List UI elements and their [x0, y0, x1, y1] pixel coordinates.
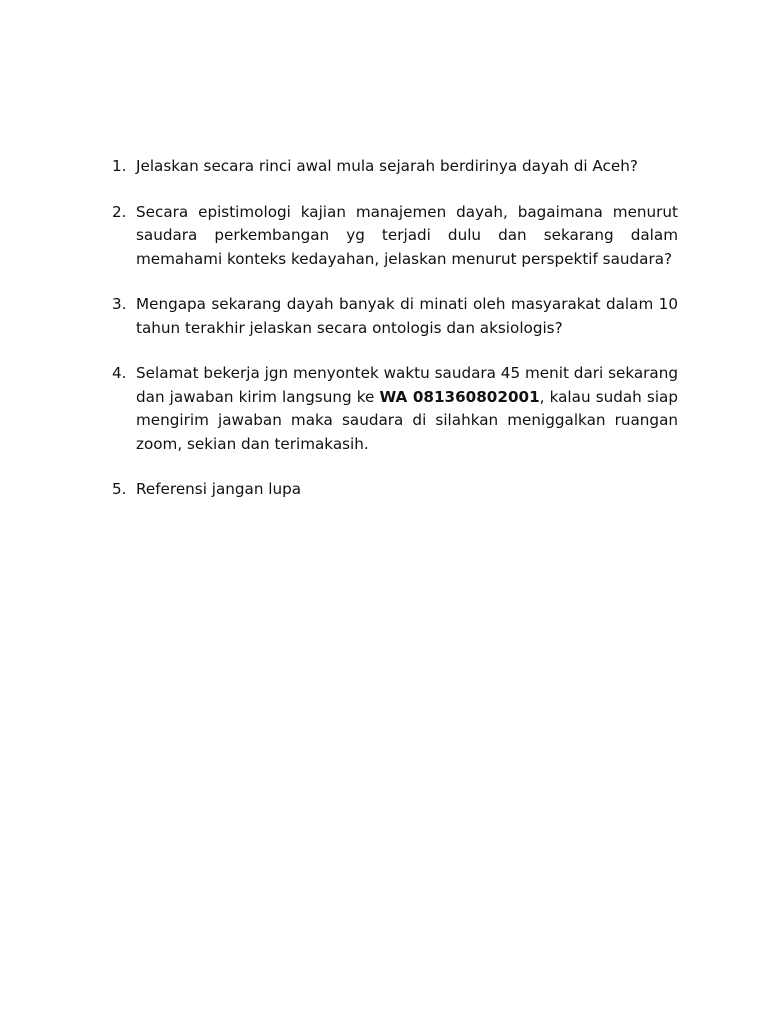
item-text: Secara epistimologi kajian manajemen dayah, bagaimana menurut saudara perkembangan yg terjadi dulu dan sekarang dalam memahami konteks kedayahan, jelaskan menurut perspektif saudara?	[136, 202, 678, 268]
item-text: Mengapa sekarang dayah banyak di minati oleh masyarakat dalam 10 tahun terakhir jelaskan secara ontologis dan aksiologis?	[136, 295, 678, 337]
item-text-part: Selamat bekerja jgn menyontek waktu saudara 45 menit dari sekarang dan jawaban kirim langsung ke	[136, 364, 678, 406]
item-number: 1.	[112, 157, 127, 175]
item-number: 2.	[112, 202, 127, 221]
question-item-3	[112, 293, 678, 340]
question-item-2	[112, 201, 678, 272]
whatsapp-number: WA 081360802001	[379, 387, 540, 406]
item-text: Jelaskan secara rinci awal mula sejarah berdirinya dayah di Aceh?	[136, 157, 638, 175]
item-text: Referensi jangan lupa	[136, 480, 302, 498]
item-number: 3.	[112, 295, 127, 313]
question-item-5	[112, 478, 678, 502]
item-text-part: , kalau sudah siap mengirim jawaban maka saudara di silahkan meniggalkan ruangan zoom, sekian dan terimakasih.	[136, 387, 678, 453]
item-number: 5.	[112, 480, 127, 498]
question-item-4	[112, 362, 678, 456]
item-text	[136, 362, 678, 456]
question-list	[112, 155, 678, 524]
item-number: 4.	[112, 364, 127, 382]
question-item-1	[112, 155, 678, 179]
